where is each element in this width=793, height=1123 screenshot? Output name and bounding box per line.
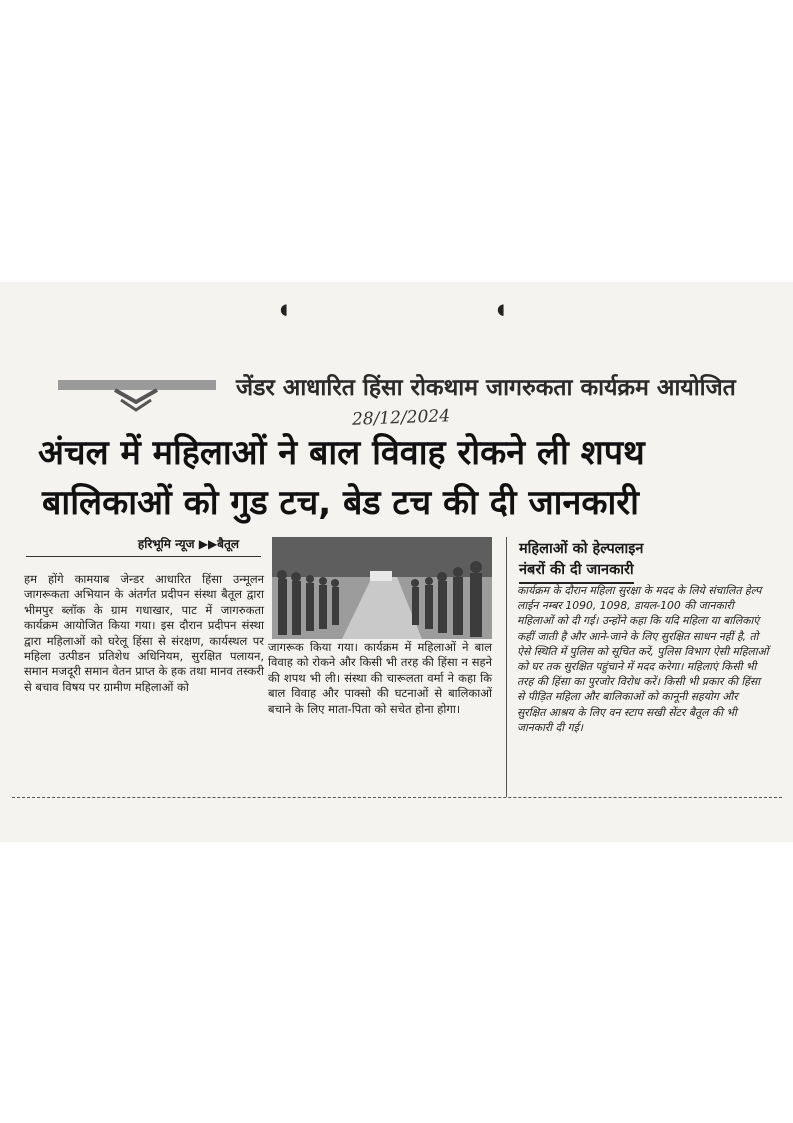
news-photo: [272, 537, 492, 639]
punch-hole-mark: ◖: [280, 300, 288, 318]
sidebar-title: [519, 539, 643, 584]
article-column-2: जागरूक किया गया। कार्यक्रम में महिलाओं ने बाल विवाह को रोकने और किसी भी तरह की हिंसा न सहने की शपथ भी ली। संस्था की चारूलता वर्मा ने कहा कि बाल विवाह और पाक्सो की घटनाओं से बालिकाओं बचाने के लिए माता-पिता को सचेत होना होगा।: [268, 640, 492, 716]
kicker-heading: जेंडर आधारित हिंसा रोकथाम जागरुकता कार्यक्रम आयोजित: [236, 375, 736, 401]
headline-line-1: अंचल में महिलाओं ने बाल विवाह रोकने ली शपथ: [38, 433, 645, 473]
byline: हरिभूमि न्यूज ▶▶बैतूल: [137, 537, 239, 551]
handwritten-date: 28/12/2024: [351, 406, 451, 430]
sidebar-title-line-2: नंबरों की दी जानकारी: [519, 560, 634, 584]
headline-line-2: बालिकाओं को गुड टच, बेड टच की दी जानकारी: [42, 483, 639, 523]
sidebar-body: कार्यक्रम के दौरान महिला सुरक्षा के मदद के लिये संचालित हेल्प लाईन नम्बर 1090, 1098, डायल-100 की जानकारी महिलाओं को दी गई। उन्होंने कहा कि यदि महिला या बालिकाएं कहीं जाती है और आने-जाने के लिए सुरक्षित साधन नहीं है, तो ऐसे स्थिति में पुलिस को सूचित करें, पुलिस विभाग ऐसी महिलाओं को घर तक सुरक्षित पहुंचाने में मदद करेगा। महिलाएं किसी भी तरह की हिंसा का पुरजोर विरोध करें। किसी भी प्रकार की हिंसा से पीड़ित महिला और बालिकाओं को कानूनी सहयोग और सुरक्षित आश्रय के लिए वन स्टाप सखी सेंटर बैतूल की भी जानकारी दी गई।: [517, 584, 769, 734]
article-column-1: हम होंगे कामयाब जेन्डर आधारित हिंसा उन्मूलन जागरूकता अभियान के अंतर्गत प्रदीपन संस्था बैतूल द्वारा भीमपुर ब्लॉक के ग्राम गधाखार, पाट में जागरुकता कार्यक्रम आयोजित किया गया। इस दौरान प्रदीपन संस्था द्वारा महिलाओं को घरेलू हिंसा से संरक्षण, कार्यस्थल पर महिला उत्पीडन प्रतिशेध अधिनियम, सुरक्षित पलायन, समान मजदूरी समान वेतन प्राप्त के हक तथा मानव तस्करी से बचाव विषय पर ग्रामीण महिलाओं को: [24, 572, 264, 694]
punch-hole-mark: ◖: [497, 300, 505, 318]
cut-line: [12, 797, 782, 798]
sidebar-title-line-1: महिलाओं को हेल्पलाइन: [519, 541, 644, 557]
byline-rule: [26, 534, 261, 557]
double-chevron-icon: [113, 388, 159, 414]
helpline-sidebar: [506, 537, 775, 797]
